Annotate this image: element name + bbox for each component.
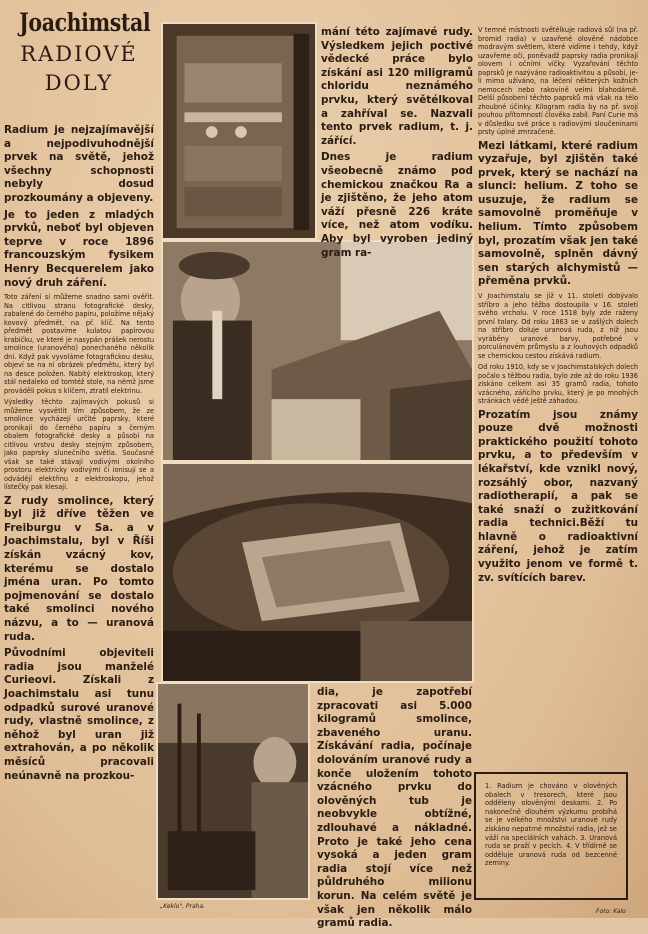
photo-lead-safes: [161, 22, 317, 240]
middle-text-column-top: [321, 26, 473, 263]
article-title: [6, 8, 152, 96]
paragraph: Mezi látkami, které radium vyzařuje, byl zjištěn také prvek, který se nachází na slunci: helium. Z toho se usuzuje, že radium se samovolně proměňuje v helium. Tímto způsobem byl, prozatím však jen také samovolně, splněn dávný sen starých alchymistů — přeměna prvků.: [478, 139, 638, 288]
paragraph: V Joachimstalu se již v 11. století dobývalo stříbro a jeho těžba dostoupila v 16. století svého vrcholu. V roce 1518 byly zde raženy první tolary. Od roku 1863 se v zašlých dolech na stříbro doluje uranová ruda, z níž jsou vyráběny uranové barvy, potřebné v porculánovém průmyslu a z louhových odpadků se chemickou cestou získává radium.: [478, 292, 638, 360]
paragraph: Původními objeviteli radia jsou manželé Curieovi. Získali z Joachimstalu asi tunu odpadků surové uranové rudy, vlastně smolince, z něhož byl uran již extrahován, a po několik měsíců pracovali neúnavně na prozkou-: [4, 647, 154, 782]
paragraph: V temné místnosti světélkuje radiová sůl (na př. bromid radia) v uzavřené olověné nádobce modravým světlem, které vidíme i tehdy, když uzavřeme oči, poněvadž paprsky radia pronikají olovem i očními víčky. Vyzařování těchto paprsků je nazýváno radioaktivitou a působí, je-li mimo užíváno, na léčení některých kožních nemocech nebo rakovině velmi blahodárně. Delší působení těchto paprsků má však na tělo zhoubné účinky. Kilogram radia by na př. svojí pouhou přítomností člověka zabil. Paní Curie má v důsledku své práce s radiovými sloučeninami prsty úplně zmrzačené.: [478, 26, 638, 136]
paragraph: dia, je zapotřebí zpracovati asi 5.000 kilogramů smolince, zbaveného uranu. Získávání radia, počínaje dolováním uranové rudy a konče uložením tohoto vzácného prvku do olověných tub je neobvykle obtížné, zdlouhavé a nákladné. Proto je také jeho cena vysoká a jeden gram radia stojí více než půldruhého milionu korun. Na celém světě je však jen několik málo gramů radia.: [317, 686, 472, 930]
paragraph: Výsledky těchto zajímavých pokusů si můžeme vysvětlit tím způsobem, že ze smolince vycházejí určité paprsky, které pronikají do černého papíru a černým obalem fotografické desky a působí na citlivou vrstvu desky stejným způsobem, jako paprsky slunečního světla. Současně však se také stávají vodivými okolního prostoru elektricky vodivými či ionisují se a odvádějí elektřinu z elektroskopu, jehož lístečky pak klesají.: [4, 398, 154, 492]
paragraph: Radium je nejzajímavější a nejpodivuhodnější prvek na světě, jehož všechny schopnosti nebyly dosud prozkoumány a objeveny.: [4, 124, 154, 204]
paragraph: Dnes je radium všeobecně známo pod chemickou značkou Ra a je zjištěno, že jeho atom váží přesně 226 kráte více, než atom vodíku. Aby byl vyroben jediný gram ra-: [321, 151, 473, 259]
photo-caption-box: [474, 772, 628, 900]
paragraph: Od roku 1910, kdy se v Joachimstalských dolech počalo s těžbou radia, bylo zde až do roku 1936 získáno celkem asi 35 gramů radia, tohoto vzácného, zářícího prvku, který je po mnohých stránkách vědě ještě záhadou.: [478, 363, 638, 406]
middle-text-column-bottom: [317, 686, 472, 934]
photo-weighing-radium: [161, 240, 474, 462]
paragraph: Je to jeden z mladých prvků, neboť byl objeven teprve v roce 1896 francouzským fysikem Henry Becquerelem jako nový druh záření.: [4, 208, 154, 289]
paragraph: mání této zajímavé rudy. Výsledkem jejich poctivé vědecké práce bylo získání asi 120 miligramů chloridu neznámého prvku, který světélkoval a zahříval se. Nazvali tento prvek radium, t. j. zářící.: [321, 26, 473, 147]
paragraph: Z rudy smolince, který byl již dříve těžen ve Freiburgu v Sa. a v Joachimstalu, byl v Říši získán vzácný kov, kterému se dostalo jména uran. Po tomto pojmenování se dostalo také smolinci nového názvu, a to — uranová ruda.: [4, 494, 154, 643]
left-text-column: [4, 124, 154, 786]
right-text-column: [478, 26, 638, 588]
paragraph: Prozatím jsou známy pouze dvě možnosti praktického použití tohoto prvku, a to především v lékařství, kde vznikl nový, rozsáhlý obor, nazvaný radiotherapií, a pak se také snaží o zužitkování radia technici.Běží tu hlavně o radioaktivní záření, jehož je zatím využito jenom ve formě t. zv. svítících barev.: [478, 408, 638, 584]
photo-uranium-furnace: [161, 462, 474, 683]
photo-credit: „Keklo", Praha.: [160, 903, 206, 910]
paragraph: Toto záření si můžeme snadno sami ověřit. Na citlivou stranu fotografické desky, zabalené do černého papíru, položíme nějaký kovový předmět, na př. klíč. Na tento předmět postavíme kulatou papírovou krabičku, ve které je nasypán prášek nerostu smolince (uranového) ponechaného několik dní. Když pak vyvoláme fotografickou desku, objeví se na ní obrázek předmětu, který byl na desce položen. Nabitý elektroskop, který stál nedaleko od tomtéž stole, na němž jsme prováděli pokus s klíčem, ztratil elektrinu.: [4, 293, 154, 395]
title-line-2: RADIOVÉ: [20, 42, 138, 66]
photo-ore-sorting: [156, 682, 310, 900]
title-line-1: Joachimstal: [19, 8, 151, 37]
caption-text: 1. Radium je chováno v olověných obalech v tresorech, které jsou odděleny olověnými deskami. 2. Po nakonečně dlouhém výzkumu probíhá se je velkého množství uranové rudy získáno nepatrné množství radia, jež se váží na speciálních vahách. 3. Uranová ruda se praží v pecích. 4. V třídírně se odděluje uranová ruda od bezcenné zeminy.: [485, 782, 617, 868]
page-credit: Foto: Kalo: [596, 908, 626, 915]
title-line-3: DOLY: [44, 71, 114, 95]
